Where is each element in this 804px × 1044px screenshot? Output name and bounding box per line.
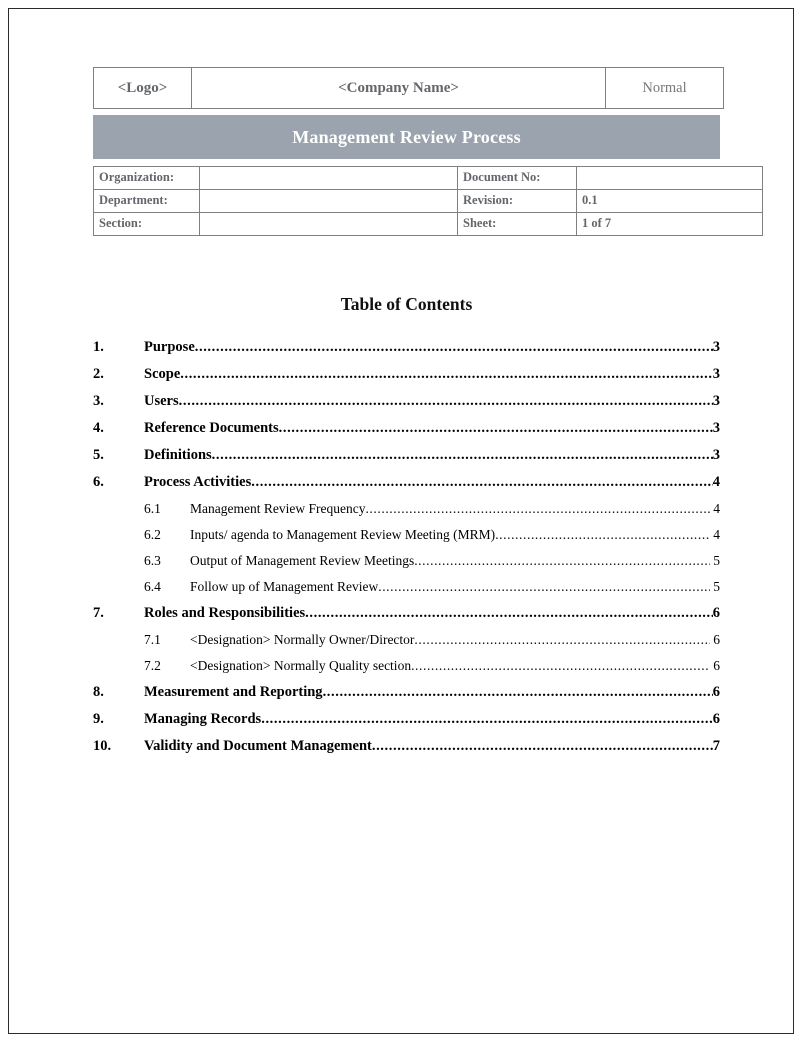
toc-entry-label: <Designation> Normally Owner/Director (190, 632, 415, 647)
toc-entry-page-number: 4 (713, 527, 720, 542)
table-of-contents-list (93, 339, 720, 755)
toc-entry[interactable] (93, 711, 720, 728)
toc-leader-dots (279, 420, 713, 437)
document-metadata-table (93, 166, 763, 236)
toc-entry-number: 2. (93, 366, 104, 382)
table-of-contents-heading: Table of Contents (340, 294, 473, 314)
toc-leader-dots (372, 738, 713, 755)
toc-entry[interactable] (93, 366, 720, 383)
toc-leader-dots (378, 579, 710, 595)
document-no-value (577, 167, 763, 190)
toc-entry-page-number: 6 (713, 658, 720, 673)
toc-entry-number: 6. (93, 474, 104, 490)
toc-entry-label: Management Review Frequency (190, 501, 366, 516)
toc-entry-label: Measurement and Reporting (144, 684, 323, 700)
toc-entry-label: Process Activities (144, 474, 252, 490)
toc-entry-page-number: 6 (712, 711, 720, 727)
toc-leader-dots (180, 366, 713, 383)
toc-entry-page-number: 6 (713, 632, 720, 647)
revision-value: 0.1 (577, 190, 763, 213)
toc-entry-number: 7.2 (144, 658, 161, 673)
toc-entry-page-number: 3 (712, 447, 720, 463)
toc-entry[interactable] (93, 579, 720, 595)
organization-label: Organization: (94, 167, 200, 190)
toc-entry-number: 4. (93, 420, 104, 436)
toc-entry-label: Output of Management Review Meetings (190, 553, 415, 568)
department-value (200, 190, 458, 213)
toc-entry-number: 7.1 (144, 632, 161, 647)
toc-entry-number: 10. (93, 738, 112, 754)
toc-entry-page-number: 3 (712, 420, 720, 436)
toc-entry[interactable] (93, 501, 720, 517)
toc-entry-number: 6.1 (144, 501, 161, 516)
logo-placeholder: <Logo> (117, 79, 168, 96)
toc-entry[interactable] (93, 527, 720, 543)
toc-leader-dots (414, 553, 710, 569)
section-value (200, 213, 458, 236)
toc-entry[interactable] (93, 447, 720, 464)
toc-entry-page-number: 3 (712, 393, 720, 409)
toc-entry-number: 7. (93, 605, 104, 621)
page-content (93, 67, 720, 765)
toc-entry-page-number: 3 (712, 339, 720, 355)
document-status-label: Normal (642, 79, 687, 96)
table-row (94, 167, 763, 190)
toc-entry[interactable] (93, 738, 720, 755)
toc-leader-dots (323, 684, 713, 701)
toc-entry-label: Users (144, 393, 179, 409)
toc-entry-page-number: 7 (712, 738, 720, 754)
toc-entry-label: Roles and Responsibilities (144, 605, 306, 621)
document-no-label: Document No: (458, 167, 577, 190)
toc-entry-page-number: 6 (712, 684, 720, 700)
toc-entry-page-number: 5 (713, 553, 720, 568)
toc-entry-page-number: 4 (712, 474, 720, 490)
toc-leader-dots (305, 605, 713, 622)
section-label: Section: (94, 213, 200, 236)
toc-entry[interactable] (93, 339, 720, 356)
toc-entry[interactable] (93, 420, 720, 437)
toc-entry[interactable] (93, 605, 720, 622)
department-label: Department: (94, 190, 200, 213)
toc-leader-dots (251, 474, 713, 491)
header-identification-table (93, 67, 724, 109)
toc-entry-number: 3. (93, 393, 104, 409)
document-title-banner (93, 115, 720, 159)
company-name-cell (192, 68, 606, 109)
document-title: Management Review Process (292, 126, 521, 147)
toc-entry-label: Reference Documents (144, 420, 279, 436)
table-row (94, 190, 763, 213)
revision-label: Revision: (458, 190, 577, 213)
toc-leader-dots (261, 711, 713, 728)
organization-value (200, 167, 458, 190)
toc-leader-dots (212, 447, 713, 464)
toc-entry-page-number: 5 (713, 579, 720, 594)
toc-entry-label: Inputs/ agenda to Management Review Meeting (MRM) (190, 527, 496, 542)
toc-leader-dots (411, 658, 710, 674)
toc-entry-label: <Designation> Normally Quality section (190, 658, 412, 673)
toc-entry-page-number: 6 (712, 605, 720, 621)
toc-entry-number: 6.4 (144, 579, 161, 594)
toc-entry-label: Follow up of Management Review (190, 579, 379, 594)
toc-entry-page-number: 4 (713, 501, 720, 516)
table-row (94, 213, 763, 236)
toc-entry-number: 1. (93, 339, 104, 355)
toc-leader-dots (495, 527, 710, 543)
toc-entry-label: Purpose (144, 339, 195, 355)
toc-entry[interactable] (93, 474, 720, 491)
toc-entry[interactable] (93, 553, 720, 569)
toc-entry-label: Scope (144, 366, 181, 382)
toc-entry[interactable] (93, 632, 720, 648)
toc-entry-label: Validity and Document Management (144, 738, 372, 754)
toc-leader-dots (179, 393, 713, 410)
toc-leader-dots (414, 632, 710, 648)
status-cell (606, 68, 724, 109)
header-table-row (94, 68, 724, 109)
toc-entry-number: 8. (93, 684, 104, 700)
toc-entry-page-number: 3 (712, 366, 720, 382)
toc-entry-label: Definitions (144, 447, 212, 463)
toc-entry-number: 6.2 (144, 527, 161, 542)
page-frame (8, 8, 794, 1034)
sheet-label: Sheet: (458, 213, 577, 236)
logo-cell (94, 68, 192, 109)
toc-leader-dots (365, 501, 710, 517)
toc-entry-number: 9. (93, 711, 104, 727)
toc-entry-label: Managing Records (144, 711, 262, 727)
sheet-value: 1 of 7 (577, 213, 763, 236)
toc-entry[interactable] (93, 393, 720, 410)
toc-entry[interactable] (93, 684, 720, 701)
toc-leader-dots (195, 339, 713, 356)
toc-entry-number: 6.3 (144, 553, 161, 568)
toc-entry[interactable] (93, 658, 720, 674)
company-name-placeholder: <Company Name> (338, 79, 459, 96)
toc-entry-number: 5. (93, 447, 104, 463)
